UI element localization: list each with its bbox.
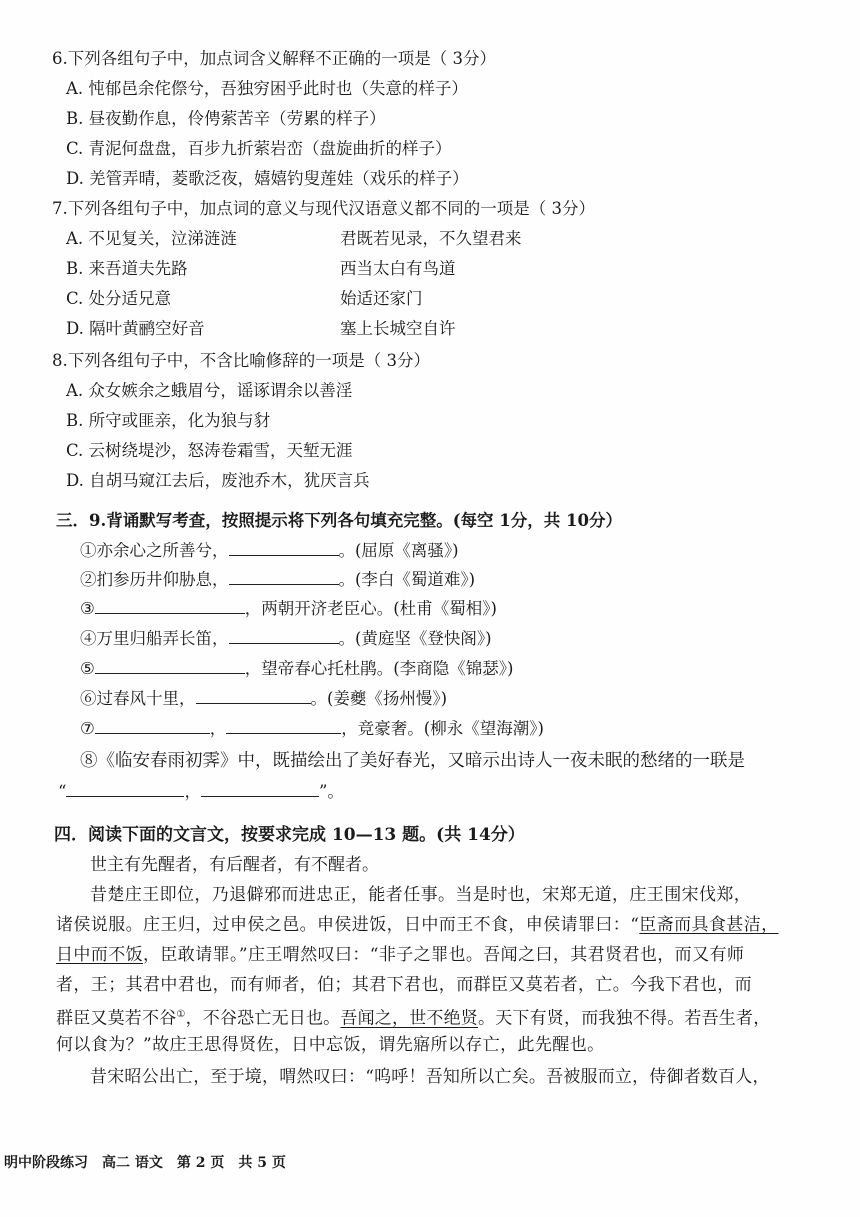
passage-p2-line5-text3: 。天下有贤，而我独不得。若吾生者， xyxy=(478,1008,771,1029)
passage-p2-line2 xyxy=(56,914,779,936)
fill-item-1 xyxy=(80,540,459,562)
q8-option-b: B. 所守或匪亲，化为狼与豺 xyxy=(66,411,271,430)
fill-blank-4[interactable] xyxy=(229,629,339,644)
passage-p2-line4: 者，王；其君中君也，而有师者，伯；其君下君也，而群臣又莫若者，亡。今我下君也，而 xyxy=(56,975,752,995)
q7-option-d-left: D. 隔叶黄鹂空好音 xyxy=(66,319,205,338)
fill-item-3 xyxy=(80,598,497,620)
q7-stem: 7.下列各组句子中，加点词的意义与现代汉语意义都不同的一项是（ 3分） xyxy=(52,199,595,218)
fill-item-5-post: ，望帝春心托杜鹃。(李商隐《锦瑟》) xyxy=(244,659,514,678)
fill-blank-8a[interactable] xyxy=(66,782,184,797)
fill-blank-7b[interactable] xyxy=(226,719,341,734)
q7-option-b-right: 西当太白有鸟道 xyxy=(340,259,456,278)
fill-item-6-post: 。(姜夔《扬州慢》) xyxy=(310,689,448,708)
underlined-sentence-1b: 日中而不饭 xyxy=(56,945,143,965)
passage-p2-line5-text: 群臣又莫若不谷 xyxy=(56,1008,177,1029)
fill-item-4 xyxy=(80,628,492,650)
passage-p2-line6: 何以食为？”故庄王思得贤佐，日中忘饭，谓先寤所以存亡，此先醒也。 xyxy=(56,1035,605,1055)
q8-option-c: C. 云树绕堤沙，怒涛卷霜雪，天堑无涯 xyxy=(66,441,353,460)
q6-option-d: D. 羌管弄晴，菱歌泛夜，嬉嬉钓叟莲娃（戏乐的样子） xyxy=(66,169,469,188)
fill-item-8-close-quote: ”。 xyxy=(318,782,344,801)
fill-item-7-pre: ⑦ xyxy=(80,719,95,738)
fill-item-2-pre: ②扪参历井仰胁息， xyxy=(80,570,229,589)
section4-title: 四．阅读下面的文言文，按要求完成 10—13 题。(共 14分） xyxy=(54,825,525,845)
fill-item-8-open-quote: “ xyxy=(58,782,67,801)
q8-option-d: D. 自胡马窥江去后，废池乔木，犹厌言兵 xyxy=(66,471,370,490)
passage-p2-line3-text: ，臣敢请罪。”庄王喟然叹曰：“非子之罪也。吾闻之曰，其君贤君也，而又有师 xyxy=(143,945,745,965)
q8-option-a: A. 众女嫉余之蛾眉兮，谣诼谓余以善淫 xyxy=(66,381,353,400)
q7-option-a-right: 君既若见录，不久望君来 xyxy=(340,229,522,248)
q8-stem: 8.下列各组句子中，不含比喻修辞的一项是（ 3分） xyxy=(52,351,430,370)
passage-p2-line3 xyxy=(56,944,744,966)
q6-option-b: B. 昼夜勤作息，伶俜萦苦辛（劳累的样子） xyxy=(66,109,386,128)
fill-item-7-mid: ， xyxy=(209,719,227,738)
fill-item-2 xyxy=(80,569,475,591)
fill-blank-7a[interactable] xyxy=(95,719,210,734)
fill-item-2-post: 。(李白《蜀道难》) xyxy=(338,570,476,589)
passage-p1: 世主有先醒者，有后醒者，有不醒者。 xyxy=(90,855,379,875)
fill-blank-1[interactable] xyxy=(229,541,339,556)
fill-blank-5[interactable] xyxy=(95,659,245,674)
q7-option-c-left: C. 处分适兄意 xyxy=(66,289,172,308)
section3-title: 三．9.背诵默写考查，按照提示将下列各句填充完整。(每空 1分，共 10分） xyxy=(56,511,622,530)
q7-option-d-right: 塞上长城空自许 xyxy=(340,319,456,338)
fill-item-6 xyxy=(80,688,447,710)
fill-item-4-post: 。(黄庭坚《登快阁》) xyxy=(338,629,492,648)
fill-item-7 xyxy=(80,718,544,740)
q7-option-a-left: A. 不见复关，泣涕涟涟 xyxy=(66,229,237,248)
passage-p2-line1: 昔楚庄王即位，乃退僻邪而进忠正，能者任事。当是时也，宋郑无道，庄王围宋伐郑， xyxy=(90,885,752,905)
fill-item-8-line2 xyxy=(58,781,344,803)
fill-item-8-mid: ， xyxy=(184,782,201,801)
fill-blank-3[interactable] xyxy=(95,599,245,614)
fill-item-1-pre: ①亦余心之所善兮， xyxy=(80,541,229,560)
fill-item-5 xyxy=(80,658,513,680)
fill-item-1-post: 。(屈原《离骚》) xyxy=(338,541,459,560)
fill-item-6-pre: ⑥过春风十里， xyxy=(80,689,196,708)
underlined-sentence-2: 吾闻之，世不绝贤 xyxy=(340,1008,478,1029)
q6-option-c: C. 青泥何盘盘，百步九折萦岩峦（盘旋曲折的样子） xyxy=(66,139,452,158)
passage-p3-line1: 昔宋昭公出亡，至于境，喟然叹曰：“呜呼！吾知所以亡矣。吾被服而立，侍御者数百人， xyxy=(90,1067,770,1087)
fill-blank-8b[interactable] xyxy=(201,782,319,797)
passage-p2-line2-text: 诸侯说服。庄王归，过申侯之邑。申侯进饭，日中而王不食，申侯请罪曰：“ xyxy=(56,915,640,935)
fill-item-5-pre: ⑤ xyxy=(80,659,95,678)
fill-item-4-pre: ④万里归船弄长笛， xyxy=(80,629,229,648)
fill-blank-2[interactable] xyxy=(229,570,339,585)
q7-option-c-right: 始适还家门 xyxy=(340,289,423,308)
underlined-sentence-1a: 臣斋而具食甚洁， xyxy=(639,915,779,935)
q7-option-b-left: B. 来吾道夫先路 xyxy=(66,259,188,278)
fill-item-3-post: ，两朝开济老臣心。(杜甫《蜀相》) xyxy=(244,599,497,618)
fill-item-3-pre: ③ xyxy=(80,599,95,618)
passage-p2-line5-text2: ，不谷恐亡无日也。 xyxy=(185,1008,341,1029)
q6-stem: 6.下列各组句子中，加点词含义解释不正确的一项是（ 3分） xyxy=(52,49,496,68)
fill-item-8-line1: ⑧《临安春雨初霁》中，既描绘出了美好春光，又暗示出诗人一夜未眠的愁绪的一联是 xyxy=(80,751,745,771)
footnote-marker: ① xyxy=(176,1009,186,1020)
q6-option-a: A. 忳郁邑余侘傺兮，吾独穷困乎此时也（失意的样子） xyxy=(66,79,468,98)
page-footer: 明中阶段练习 高二 语文 第 2 页 共 5 页 xyxy=(4,1155,286,1171)
passage-p2-line5 xyxy=(56,1004,770,1030)
fill-item-7-post: ，竞豪奢。(柳永《望海潮》) xyxy=(341,719,544,738)
fill-blank-6[interactable] xyxy=(196,689,311,704)
